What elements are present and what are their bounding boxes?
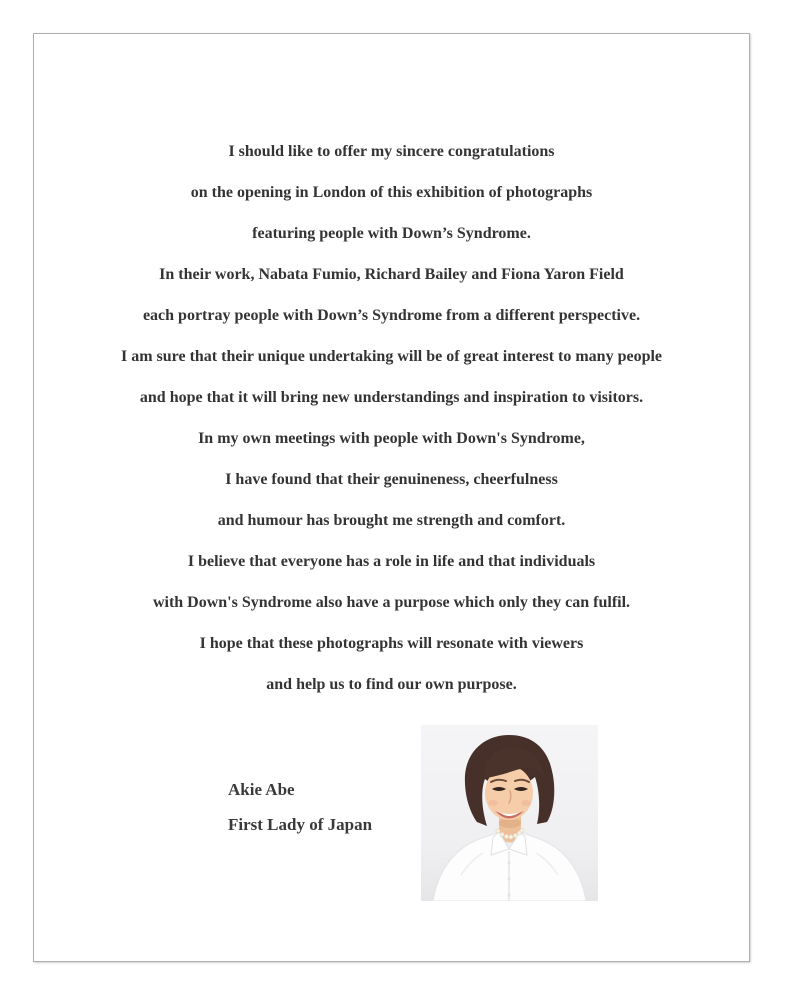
signature-name: Akie Abe xyxy=(228,780,295,799)
message-line-1: I should like to offer my sincere congratulations xyxy=(228,143,555,160)
signature-title: First Lady of Japan xyxy=(228,815,373,834)
message-line-5: each portray people with Down’s Syndrome from a different perspective. xyxy=(142,307,641,324)
signature-block xyxy=(228,772,372,842)
message-line-3: featuring people with Down’s Syndrome. xyxy=(252,225,531,242)
message-line-4: In their work, Nabata Fumio, Richard Bailey and Fiona Yaron Field xyxy=(159,266,624,283)
message-line-6: I am sure that their unique undertaking will be of great interest to many people xyxy=(120,348,663,365)
message-line-7: and hope that it will bring new understandings and inspiration to visitors. xyxy=(139,389,644,406)
message-line-14: and help us to find our own purpose. xyxy=(266,676,517,693)
message-line-8: In my own meetings with people with Down's Syndrome, xyxy=(198,430,585,447)
message-line-13: I hope that these photographs will resonate with viewers xyxy=(199,635,584,652)
portrait-photo xyxy=(421,725,598,901)
portrait-illustration xyxy=(421,725,598,901)
message-line-2: on the opening in London of this exhibition of photographs xyxy=(190,184,593,201)
message-line-9: I have found that their genuineness, cheerfulness xyxy=(225,471,558,488)
message-line-12: with Down's Syndrome also have a purpose which only they can fulfil. xyxy=(152,594,631,611)
message-line-10: and humour has brought me strength and comfort. xyxy=(217,512,566,529)
congratulation-message xyxy=(33,131,750,705)
message-line-11: I believe that everyone has a role in life and that individuals xyxy=(187,553,596,570)
